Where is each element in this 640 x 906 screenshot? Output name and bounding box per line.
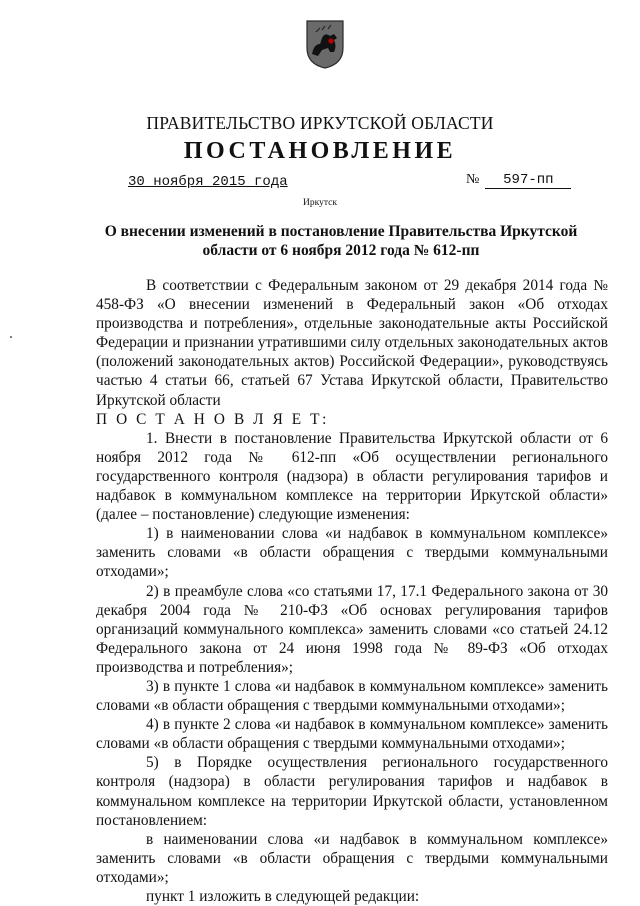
preamble: В соответствии с Федеральным законом от 29 декабря 2014 года № 458-ФЗ «О внесении изменений в Федеральный закон «Об отходах производства и потребления», отдельные законодательные акты Российской Федерации и признании утратившими силу отдельных законодательных актов (положений законодательных актов) Российской Федерации», руководствуясь частью 4 статьи 66, статьей 67 Устава Иркутской области, Правительство Иркутской области [96, 277, 608, 409]
decree-date-value: 30 ноября 2015 года [128, 174, 288, 190]
paragraph: 4) в пункте 2 слова «и надбавок в коммунальном комплексе» заменить словами «в области обращения с твердыми коммунальными отходами»; [96, 716, 608, 753]
paragraph: в наименовании слова «и надбавок в коммунальном комплексе» заменить словами «в области обращения с твердыми коммунальными отходами»; [96, 830, 608, 886]
number-value: 597-пп [485, 173, 571, 189]
number-label: № [466, 172, 480, 187]
scan-speck [10, 336, 12, 338]
paragraph: пункт 1 изложить в следующей редакции: [146, 888, 420, 905]
decree-title: О внесении изменений в постановление Правительства Иркутской области от 6 ноября 2012 года № 612-пп [104, 223, 578, 259]
government-name: ПРАВИТЕЛЬСТВО ИРКУТСКОЙ ОБЛАСТИ [146, 113, 494, 133]
document-type: ПОСТАНОВЛЕНИЕ [183, 138, 457, 164]
decree-date [128, 174, 288, 190]
city: Иркутск [303, 198, 337, 208]
decree-body [96, 276, 608, 906]
paragraph: 1) в наименовании слова «и надбавок в коммунальном комплексе» заменить словами «в области обращения с твердыми коммунальными отходами»; [96, 525, 608, 581]
paragraph: 5) в Порядке осуществления регионального государственного контроля (надзора) в области регулирования тарифов и надбавок в коммунальном комплексе на территории Иркутской области, установленном постановлением: [96, 754, 608, 829]
coat-of-arms-icon [304, 18, 346, 70]
paragraph: 1. Внести в постановление Правительства Иркутской области от 6 ноября 2012 года № 612-пп «Об осуществлении регионального государственного контроля (надзора) в области регулирования тарифов и надбавок в коммунальном комплексе на территории Иркутской области» (далее – постановление) следующие изменения: [96, 429, 608, 524]
decree-number [466, 172, 571, 189]
paragraph: 3) в пункте 1 слова «и надбавок в коммунальном комплексе» заменить словами «в области обращения с твердыми коммунальными отходами»; [96, 677, 608, 715]
paragraph: 2) в преамбуле слова «со статьями 17, 17.1 Федерального закона от 30 декабря 2004 года № 210-ФЗ «Об основах регулирования тарифов организаций коммунального комплекса» заменить словами «со статьей 24.12 Федерального закона от 24 июня 1998 года № 89-ФЗ «Об отходах производства и потребления»; [96, 582, 608, 676]
resolves-heading: П О С Т А Н О В Л Я Е Т: [96, 410, 329, 428]
